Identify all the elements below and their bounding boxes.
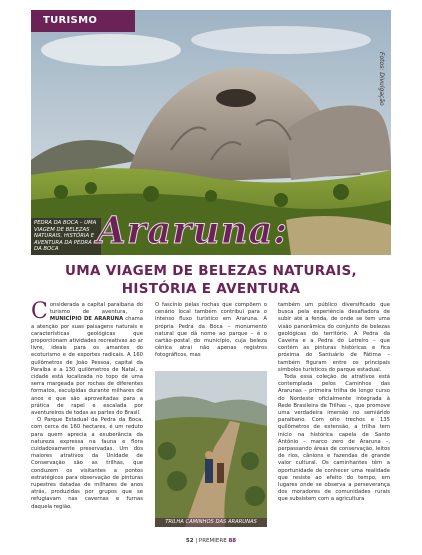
article-headline [31,262,391,298]
magazine-name: PREMIERE [198,538,227,544]
section-tag: TURISMO [31,10,135,32]
paragraph: também um público diversificado que busca pela experiência desafiadora de subir até a fenda, de onde se tem uma visão panorâmica do conjunto de belezas geológicas do território. A Pedra da Caveira e a Pedra do Letreiro – que contém as pinturas históricas e fica próxima do Santuário de Fátima – também figuram entre os principais símbolos turísticos do parque estadual. [278,302,390,373]
photo-caption: TRILHA CAMINHOS DAS ARARUNAS [155,518,267,527]
bold-text: MUNICÍPIO DE ARARUNA [49,316,124,323]
paragraph [31,299,143,417]
headline-line-1: UMA VIAGEM DE BELEZAS NATURAIS, [65,263,357,279]
article-title: Araruna: [97,208,289,252]
page-footer [0,538,422,544]
text-run: onsiderada a capital paraibana do turismo de aventura, o [49,302,143,316]
hero-caption: PEDRA DA BOCA – UMA VIAGEM DE BELEZAS NATURAIS, HISTÓRIA E AVENTURA DA PEDRA DA BOCA [31,218,101,255]
text-run: chama a atenção por suas paisagens naturais e características geológicas que proporcionam atividades recreativas ao ar livre, ideais para os amantes do ecoturismo e de esportes radicais. A 160 quilômetros de João Pessoa, capital da Paraíba e a 130 quilômetros de Natal, a cidade está localizada no topo de uma serra margeada por rochas de diferentes formatos, esculpidas durante milhares de anos e que são aproveitadas para a prática de rapel e escalada por aventureiros de todas as partes do Brasil. [31,316,143,417]
drop-cap: C [31,299,48,324]
trail-photo [155,371,267,527]
issue-number: 88 [228,538,237,544]
trail-illustration [155,371,267,527]
paragraph: O Parque Estadual da Pedra da Boca, com cerca de 160 hectares, é um reduto para quem aprecia a exuberância da natureza expressa na fauna e flora cuidadosamente preservadas. Um dos maiores atrativos da Unidade de Conservação são as trilhas, que conduzem os visitantes a pontos estratégicos para observação de pinturas rupestres datadas de milhares de anos atrás, produzidas por grupos que se refugiavam nas cavernas e furnas daquela região. [31,417,143,510]
paragraph: Toda essa coleção de atrativos está contemplada pelos Caminhos das Ararunas – primeira trilha de longo curso do Nordeste oficialmente integrada à Rede Brasileira de Trilhas –, que promove uma verdadeira imersão no semiárido paraibano. Com oito trechos e 135 quilômetros de extensão, a trilha tem início na histórica capela de Santo Antônio – marco zero de Araruna –, perpassando áreas de conservação, leitos de rios, cânions e fazendas de grande valor cultural. Os caminhantes têm a oportunidade de conhecer uma realidade que resiste ao efeito do tempo, em lugares onde se observa a perseverança dos moradores de comunidades rurais que subsistem com a agricultura [278,374,390,503]
page-number: 52 [185,538,194,544]
photo-credit: Fotos: Divulgação [378,52,385,106]
text-column-1 [31,299,143,511]
footer-separator: | [195,538,198,544]
text-column-2 [155,302,267,360]
headline-line-2: HISTÓRIA E AVENTURA [121,281,301,297]
paragraph: O fascínio pelas rochas que compõem o cenário local também contribui para o intenso fluxo turístico em Araruna. A própria Pedra da Boca – monumento natural que dá nome ao parque – é o cartão-postal do município, cuja beleza cênica atrai não apenas registros fotográficos, mas [155,302,267,359]
text-column-3 [278,302,390,504]
